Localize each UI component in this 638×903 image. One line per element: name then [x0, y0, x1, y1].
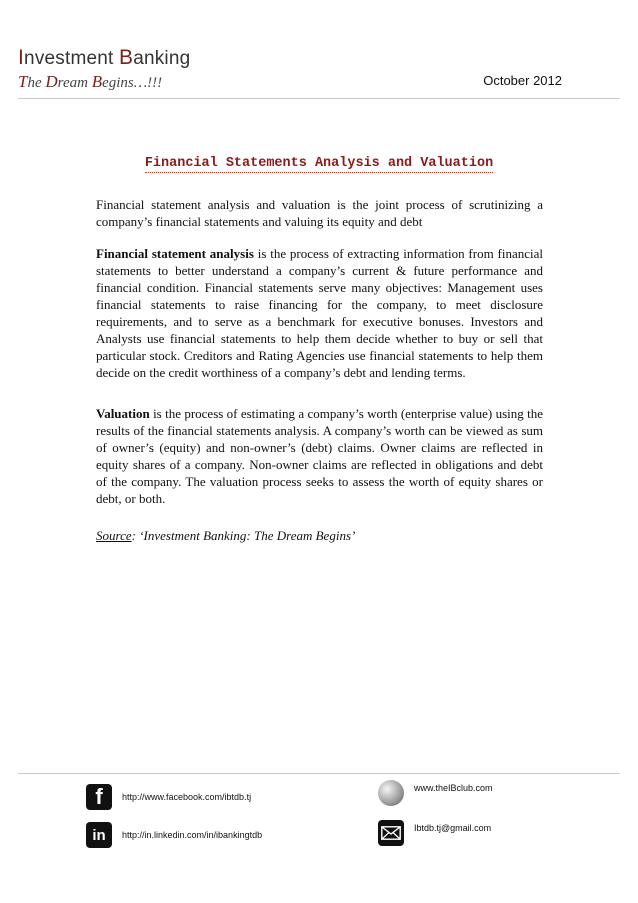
- valuation-term: Valuation: [96, 406, 150, 421]
- article-title: [0, 156, 638, 171]
- header-divider: [18, 98, 620, 99]
- email-address[interactable]: Ibtdb.tj@gmail.com: [414, 823, 492, 833]
- source-citation: [96, 528, 355, 544]
- linkedin-link[interactable]: [86, 822, 262, 848]
- brand-part-1: nvestment: [24, 48, 119, 69]
- website-url[interactable]: www.theIBclub.com: [414, 783, 493, 793]
- header-date: October 2012: [483, 73, 562, 88]
- article-body: [96, 196, 543, 522]
- tag-part-2: ream: [57, 75, 92, 91]
- header-tagline: [18, 72, 162, 92]
- intro-paragraph: Financial statement analysis and valuation is the joint process of scrutinizing a company’s financial statements and valuing its equity and debt: [96, 197, 543, 229]
- tag-initial-t: T: [18, 72, 28, 91]
- source-text: : ‘Investment Banking: The Dream Begins’: [131, 528, 356, 543]
- valuation-text: is the process of estimating a company’s worth (enterprise value) using the results of the financial statements analysis. A company’s worth can be viewed as sum of owner’s (equity) and non-owner’s (debt) claims. Owner claims are reflected in equity shares of a company. Non-owner claims are reflected in obligations and debt of the company. The valuation process seeks to assess the worth of equity shares or debt, or both.: [96, 406, 543, 506]
- facebook-link[interactable]: [86, 784, 251, 810]
- valuation-paragraph: [96, 405, 543, 507]
- tag-initial-d: D: [45, 72, 58, 91]
- facebook-url[interactable]: http://www.facebook.com/ibtdb.tj: [122, 792, 252, 802]
- facebook-icon: f: [86, 784, 112, 810]
- mail-envelope-glyph: [381, 826, 401, 840]
- analysis-text: is the process of extracting information from financial statements to better understand a company’s current & future performance and financial condition. Financial statements serve many objectives: Management uses financial statements to raise financing for the company, to meet disclosure requirements, and to serve as a benchmark for executive bonuses. Investors and Analysts use financial statements to help them decide whether to buy or sell that particular stock. Creditors and Rating Agencies use financial statements to help them decide on the credit worthiness of a company’s debt and lending terms.: [96, 246, 543, 380]
- brand-initial-b: B: [118, 46, 134, 69]
- email-link[interactable]: [378, 820, 491, 846]
- brand-initial-i: I: [18, 46, 25, 69]
- source-label: Source: [96, 528, 132, 543]
- footer-divider: [18, 773, 620, 774]
- article-title-text: Financial Statements Analysis and Valuation: [144, 156, 494, 171]
- linkedin-url[interactable]: http://in.linkedin.com/in/ibankingtdb: [122, 830, 263, 840]
- tag-initial-b: B: [91, 72, 103, 91]
- header-brand: [18, 46, 190, 70]
- analysis-term: Financial statement analysis: [96, 246, 254, 261]
- analysis-paragraph: [96, 245, 543, 381]
- globe-icon: [378, 780, 404, 806]
- website-link[interactable]: [378, 780, 493, 806]
- mail-icon: [378, 820, 404, 846]
- tag-part-3: egins…!!!: [102, 75, 163, 91]
- tag-part-1: he: [27, 75, 46, 91]
- linkedin-icon: in: [86, 822, 112, 848]
- brand-part-2: anking: [133, 48, 191, 69]
